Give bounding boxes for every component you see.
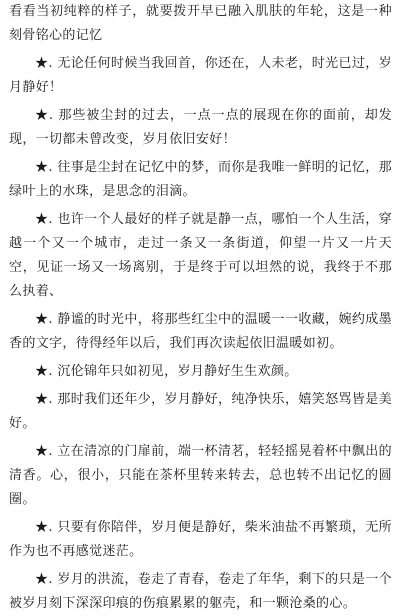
- paragraph-quote-4: ★. 也许一个人最好的样子就是静一点，哪怕一个人生活，穿越一个又一个城市，走过一条又一条街道，仰望一片又一片天空，见证一场又一场离别，于是终于可以坦然的说，我终于不那么执着、: [9, 212, 392, 299]
- paragraph-quote-10: ★. 岁月的洪流，卷走了青春，卷走了年华，剩下的只是一个被岁月刻下深深印痕的伤痕累累的躯壳，和一颗沧桑的心。: [9, 572, 392, 611]
- paragraph-quote-9: ★. 只要有你陪伴，岁月便是静好，柴米油盐不再繁琐，无所作为也不再感觉迷茫。: [9, 520, 392, 559]
- paragraph-intro: 看看当初纯粹的样子，就要拨开早已融入肌肤的年轮，这是一种刻骨铭心的记忆: [9, 4, 392, 43]
- paragraph-quote-7: ★. 那时我们还年少，岁月静好，纯净快乐，嬉笑怒骂皆是美好。: [9, 392, 392, 431]
- paragraph-quote-5: ★. 静谧的时光中，将那些红尘中的温暖一一收藏，婉约成墨香的文字，待得经年以后，我们再次读起依旧温暖如初。: [9, 312, 392, 351]
- paragraph-quote-1: ★. 无论任何时候当我回首，你还在，人未老，时光已过，岁月静好！: [9, 56, 392, 95]
- paragraph-quote-6: ★. 沉伦锦年只如初见，岁月静好生生欢颜。: [35, 364, 298, 379]
- paragraph-quote-2: ★. 那些被尘封的过去，一点一点的展现在你的面前，却发现，一切都未曾改变，岁月依旧安好！: [9, 108, 392, 147]
- paragraph-quote-8: ★. 立在清凉的门扉前，端一杯清茗，轻轻摇晃着杯中飘出的清香。心，很小，只能在茶杯里转来转去，总也转不出记忆的圆圈。: [9, 444, 392, 507]
- paragraph-quote-3: ★. 往事是尘封在记忆中的梦，而你是我唯一鲜明的记忆，那绿叶上的水珠，是思念的泪滴。: [9, 160, 392, 199]
